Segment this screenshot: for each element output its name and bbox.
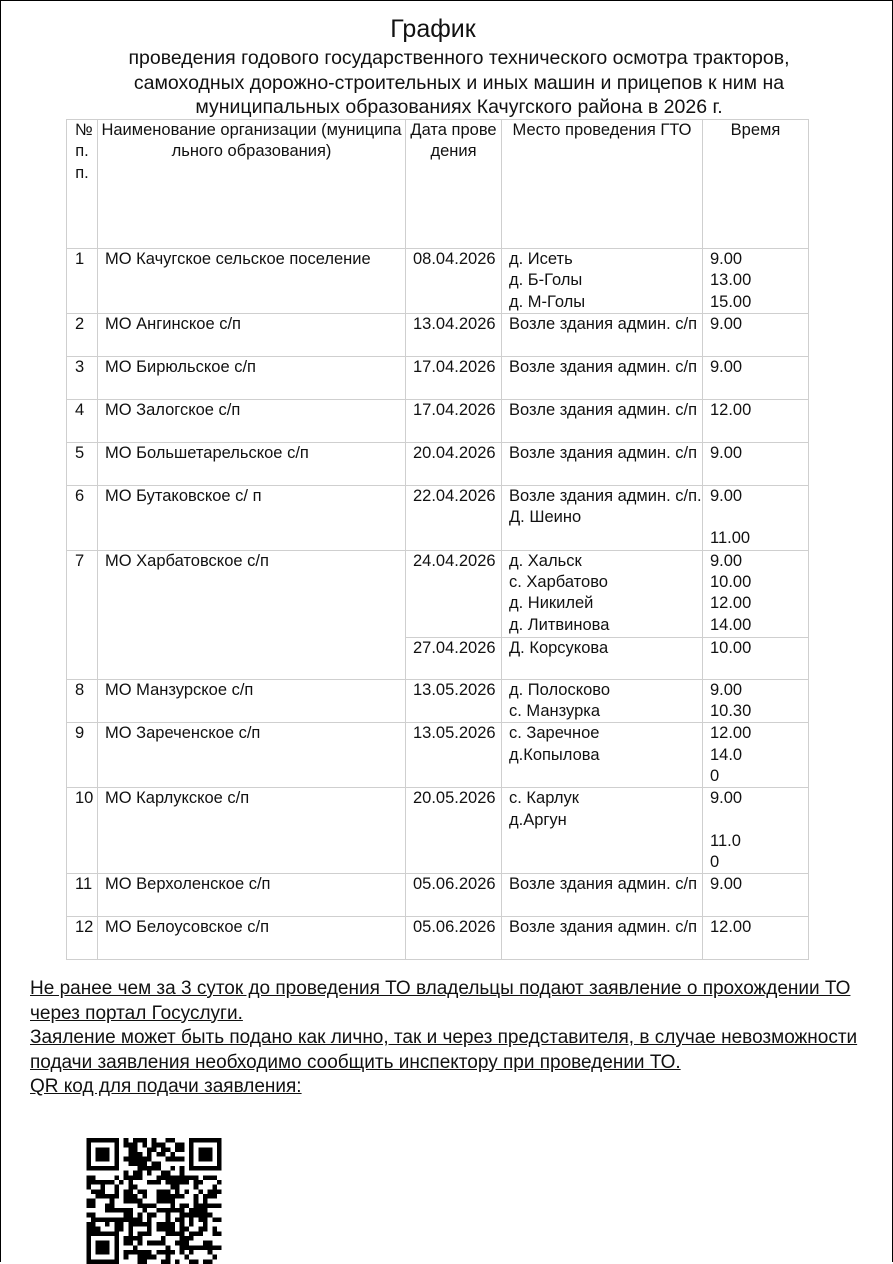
row-place (502, 679, 703, 723)
header-date: Дата проведения (406, 120, 502, 249)
row-organization: МО Бирюльское с/п (98, 356, 406, 399)
time-line: 14.00 (710, 615, 752, 634)
row-date: 05.06.2026 (406, 874, 502, 917)
table-row (67, 874, 809, 917)
row-organization: МО Карлукское с/п (98, 788, 406, 874)
row-number: 2 (67, 313, 98, 356)
table-body (67, 249, 809, 960)
row-time (703, 550, 809, 637)
table-header-row (67, 120, 809, 249)
place-line: с. Манзурка (509, 702, 601, 721)
row-organization: МО Залогское с/п (98, 399, 406, 442)
row-number: 6 (67, 485, 98, 550)
header-org: Наименование организации (муниципального образования) (98, 120, 406, 249)
time-line: 9.00 (710, 789, 743, 808)
time-line: 11.0 (710, 831, 741, 850)
time-line: 12.00 (710, 594, 752, 613)
place-line: Возле здания админ. с/п (509, 918, 698, 937)
subtitle-line: муниципальных образованиях Качугского района в 2026 г. (195, 96, 723, 118)
place-line: Возле здания админ. с/п (509, 875, 698, 894)
row-time (703, 356, 809, 399)
row-date: 17.04.2026 (406, 399, 502, 442)
time-line: 9.00 (710, 680, 743, 699)
table-row (67, 442, 809, 485)
row-organization: МО Зареченское с/п (98, 723, 406, 788)
place-line: Возле здания админ. с/п (509, 357, 698, 376)
subtitle-line: проведения годового государственного технического осмотра тракторов, (128, 47, 790, 69)
header-num: № п.п. (67, 120, 98, 249)
row-date: 17.04.2026 (406, 356, 502, 399)
row-time (703, 788, 809, 874)
table-row (67, 313, 809, 356)
row-time (703, 874, 809, 917)
time-line: 10.00 (710, 573, 752, 592)
row-number: 9 (67, 723, 98, 788)
time-line: 9.00 (710, 250, 743, 268)
table-row (67, 399, 809, 442)
row-place (502, 356, 703, 399)
row-place (502, 637, 703, 679)
row-place (502, 249, 703, 314)
row-place (502, 399, 703, 442)
place-line: д. Исеть (509, 250, 573, 268)
row-number: 3 (67, 356, 98, 399)
table-row (67, 788, 809, 874)
place-line: д.Аргун (509, 810, 567, 829)
row-number: 4 (67, 399, 98, 442)
table-row (67, 249, 809, 314)
row-organization: МО Большетарельское с/п (98, 442, 406, 485)
header-time: Время (703, 120, 809, 249)
document-title: График (390, 15, 476, 43)
row-date: 08.04.2026 (406, 249, 502, 314)
row-time (703, 442, 809, 485)
row-organization: МО Ангинское с/п (98, 313, 406, 356)
time-line: 11.00 (710, 529, 751, 548)
row-number: 5 (67, 442, 98, 485)
row-place (502, 313, 703, 356)
row-organization: МО Манзурское с/п (98, 679, 406, 723)
table-row (67, 917, 809, 960)
place-line: Возле здания админ. с/п (509, 314, 698, 333)
row-date: 20.05.2026 (406, 788, 502, 874)
time-line: 12.00 (710, 400, 752, 419)
time-line: 12.00 (710, 918, 752, 937)
row-organization: МО Верхоленское с/п (98, 874, 406, 917)
table-row (67, 723, 809, 788)
schedule-table (66, 119, 809, 960)
row-organization: МО Белоусовское с/п (98, 917, 406, 960)
time-line: 9.00 (710, 314, 743, 333)
row-time (703, 917, 809, 960)
place-line: с. Заречное (509, 724, 600, 743)
row-place (502, 788, 703, 874)
time-line: 15.00 (710, 292, 752, 311)
row-time (703, 249, 809, 314)
row-number: 10 (67, 788, 98, 874)
row-date: 13.05.2026 (406, 723, 502, 788)
time-line (710, 507, 808, 528)
document-subtitle (52, 46, 866, 120)
place-line: д. Литвинова (509, 615, 610, 634)
time-line: 0 (710, 853, 720, 872)
time-line: 12.00 (710, 724, 752, 743)
time-line: 10.00 (710, 638, 752, 657)
place-line: Возле здания админ. с/п. (509, 486, 702, 505)
time-line: 9.00 (710, 357, 743, 376)
qr-label: QR код для подачи заявления: (30, 1076, 302, 1097)
time-line: 14.0 (710, 745, 743, 764)
subtitle-line: самоходных дорожно-строительных и иных машин и прицепов к ним на (133, 71, 785, 94)
row-place (502, 874, 703, 917)
table-row (67, 679, 809, 723)
row-date: 22.04.2026 (406, 485, 502, 550)
row-number: 1 (67, 249, 98, 314)
place-line: д.Копылова (509, 745, 600, 764)
place-line: д. М-Голы (509, 292, 586, 311)
row-organization: МО Бутаковское с/ п (98, 485, 406, 550)
place-line: с. Харбатово (509, 573, 608, 592)
row-time (703, 679, 809, 723)
place-line: Д. Шеино (509, 508, 582, 527)
row-date: 13.05.2026 (406, 679, 502, 723)
qr-code[interactable] (86, 1138, 222, 1264)
table-row (67, 356, 809, 399)
row-date: 24.04.2026 (406, 550, 502, 637)
row-time (703, 637, 809, 679)
row-number: 8 (67, 679, 98, 723)
row-number: 12 (67, 917, 98, 960)
row-place (502, 485, 703, 550)
row-organization: МО Харбатовское с/п (98, 550, 406, 679)
time-line (710, 810, 808, 831)
place-line: д. Никилей (509, 594, 594, 613)
row-number: 11 (67, 874, 98, 917)
header-place: Место проведения ГТО (502, 120, 703, 249)
note-submission-deadline: Не ранее чем за 3 суток до проведения ТО владельцы подают заявление о прохождении ТО через портал Госуслуги. (30, 978, 851, 1024)
time-line: 10.30 (710, 702, 752, 721)
row-place (502, 917, 703, 960)
place-line: Возле здания админ. с/п (509, 443, 698, 462)
time-line: 0 (710, 766, 720, 785)
place-line: с. Карлук (509, 789, 579, 808)
row-date: 20.04.2026 (406, 442, 502, 485)
row-place (502, 723, 703, 788)
row-date: 27.04.2026 (406, 637, 502, 679)
row-number: 7 (67, 550, 98, 679)
note-representative: Заяление может быть подано как лично, так и через представителя, в случае невозможности подачи заявления необходимо сообщить инспектору при проведении ТО. (30, 1027, 858, 1073)
table-row (67, 485, 809, 550)
row-time (703, 723, 809, 788)
table-row (67, 550, 809, 637)
place-line: д. Б-Голы (509, 271, 583, 290)
row-organization: МО Качугское сельское поселение (98, 249, 406, 314)
time-line: 13.00 (710, 271, 752, 290)
row-date: 13.04.2026 (406, 313, 502, 356)
row-time (703, 313, 809, 356)
time-line: 9.00 (710, 875, 743, 894)
row-time (703, 399, 809, 442)
place-line: Д. Корсукова (509, 638, 609, 657)
place-line: д. Полосково (509, 680, 611, 699)
row-place (502, 550, 703, 637)
place-line: д. Хальск (509, 551, 582, 570)
row-time (703, 485, 809, 550)
row-place (502, 442, 703, 485)
notes-block (20, 977, 860, 1100)
row-date: 05.06.2026 (406, 917, 502, 960)
place-line: Возле здания админ. с/п (509, 400, 698, 419)
time-line: 9.00 (710, 551, 743, 570)
time-line: 9.00 (710, 443, 743, 462)
time-line: 9.00 (710, 486, 743, 505)
